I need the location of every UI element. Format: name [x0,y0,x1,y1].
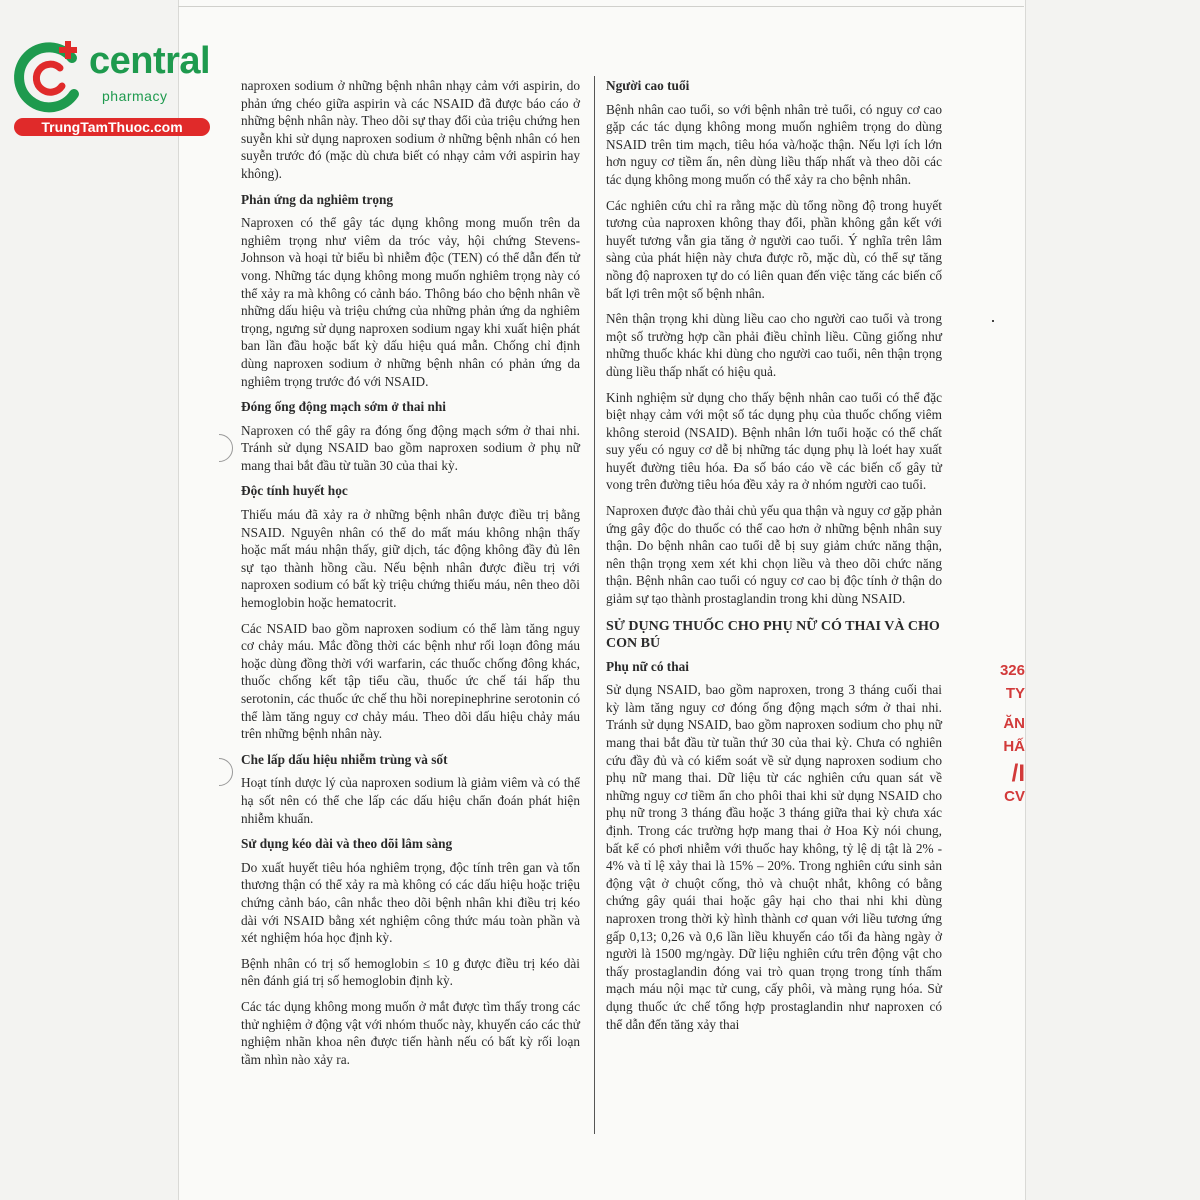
column-divider [594,76,595,1134]
body-paragraph: Các NSAID bao gồm naproxen sodium có thể làm tăng nguy cơ chảy máu. Mắc đồng thời các bệnh như rối loạn đông máu hoặc dùng đồng thời với warfarin, các thuốc chống đông khác, thuốc chống kết tập tiểu cầu, thuốc ức chế tái hấp thu serotonin, các thuốc ức chế thu hồi norepinephrine serotonin có thể làm tăng nguy cơ chảy máu. Theo dõi dấu hiệu chảy máu trên những bệnh nhân này. [241,620,580,742]
section-heading: Phụ nữ có thai [606,658,689,674]
stamp-fragment: HẤ [1003,738,1025,755]
stamp-fragment: TY [1005,685,1025,702]
body-paragraph: Sử dụng NSAID, bao gồm naproxen, trong 3 tháng cuối thai kỳ làm tăng nguy cơ đóng ống động mạch sớm ở thai nhi. Tránh sử dụng NSAID, bao gồm naproxen sodium cho phụ nữ mang thai bắt đầu từ tuần thứ 30 của thai kỳ. Chưa có nghiên cứu đầy đủ và có kiểm soát về sử dụng naproxen sodium cho phụ nữ mang thai. Dữ liệu từ các nghiên cứu quan sát về những nguy cơ tiềm ẩn cho phôi thai khi sử dụng NSAID cho phụ nữ trong 3 tháng đầu hoặc 3 tháng giữa thai kỳ chưa xác định. Trong các trường hợp mang thai ở Hoa Kỳ nói chung, bất kể có phơi nhiễm với thuốc hay không, tỷ lệ dị tật là 2% - 4% và tỉ lệ xảy thai là 15% – 20%. Trong nghiên cứu sinh sản động vật ở chuột cống, thỏ và chuột nhắt, không có bằng chứng gây quái thai hoặc gây hại cho thai nhi khi dùng naproxen trong thời kỳ hình thành cơ quan với liều tương ứng gấp 0,13; 0,26 và 0,6 lần liều khuyến cáo tối đa hàng ngày ở người là 1500 mg/ngày. Dữ liệu nghiên cứu trên động vật cho thấy prostaglandin đóng vai trò quan trọng trong tính thấm mạch máu nội mạc tử cung, cấy phôi, và màng rụng hóa. Sử dụng thuốc ức chế tổng hợp prostaglandin như naproxen có thể dẫn đến tăng xảy thai [606,682,942,1032]
major-section-heading: SỬ DỤNG THUỐC CHO PHỤ NỮ CÓ THAI VÀ CHO CON BÚ [606,618,940,651]
body-paragraph: Do xuất huyết tiêu hóa nghiêm trọng, độc tính trên gan và tổn thương thận có thể xảy ra mà không có các dấu hiệu hoặc triệu chứng cảnh báo, cân nhắc theo dõi bệnh nhân khi điều trị kéo dài với NSAID bằng xét nghiệm công thức máu toàn phần và xét nghiệm hóa học định kỳ. [241,859,580,946]
body-paragraph: Naproxen được đào thải chủ yếu qua thận và nguy cơ gặp phản ứng gây độc do thuốc có thể cao hơn ở những bệnh nhân suy thận. Do bệnh nhân cao tuổi dễ bị suy giảm chức năng thận, nên thận trọng xem xét khi chọn liều và theo dõi chức năng thận. Bệnh nhân cao tuổi có nguy cơ cao bị độc tính ở thận do giảm sự tạo thành prostaglandin trong khi dùng NSAID. [606,503,942,607]
body-paragraph: Kinh nghiệm sử dụng cho thấy bệnh nhân cao tuổi có thể đặc biệt nhạy cảm với một số tác dụng phụ của thuốc chống viêm không steroid (NSAID). Bệnh nhân lớn tuổi hoặc có thể chất suy yếu có nguy cơ dễ bị những tác dụng phụ là loét hay xuất huyết đường tiêu hóa. Đa số báo cáo về các biến cố gây tử vong trên đường tiêu hóa đều xảy ra ở nhóm người cao tuổi. [606,389,942,493]
section-heading: Sử dụng kéo dài và theo dõi lâm sàng [241,836,453,852]
body-paragraph: Naproxen có thể gây ra đóng ống động mạch sớm ở thai nhi. Tránh sử dụng NSAID bao gồm naproxen sodium ở phụ nữ mang thai bắt đầu từ tuần 30 của thai kỳ. [241,422,580,473]
body-paragraph: Các nghiên cứu chỉ ra rằng mặc dù tổng nồng độ trong huyết tương của naproxen không thay đổi, phần không gắn kết với huyết tương vẫn gia tăng ở người cao tuổi. Ý nghĩa trên lâm sàng của phát hiện này chưa được rõ, mặc dù, có thể sự tăng nồng độ naproxen tự do có liên quan đến việc tăng các biến cố bất lợi trên một số bệnh nhân. [606,197,942,301]
logo-sub-text: pharmacy [102,88,168,104]
body-paragraph: Nên thận trọng khi dùng liều cao cho người cao tuổi và trong một số trường hợp cần phải điều chỉnh liều. Cũng giống như những thuốc khác khi dùng cho người cao tuổi, nên thận trọng dùng liều thấp nhất có hiệu quả. [606,311,942,379]
body-paragraph: Bệnh nhân cao tuổi, so với bệnh nhân trẻ tuổi, có nguy cơ cao gặp các tác dụng không mong muốn nghiêm trọng do dùng NSAID trên tim mạch, tiêu hóa và/hoặc thận. Nếu lợi ích lớn hơn nguy cơ tiềm ẩn, nên dùng liều thấp nhất và theo dõi các tác dụng không mong muốn có thể xảy ra cho bệnh nhân. [606,101,942,187]
section-heading: Độc tính huyết học [241,483,348,499]
left-text-column [241,77,580,1076]
section-heading: Che lấp dấu hiệu nhiễm trùng và sốt [241,751,448,767]
body-paragraph: Naproxen có thể gây tác dụng không mong muốn trên da nghiêm trọng như viêm da tróc vảy, hội chứng Stevens-Johnson và hoại tử biểu bì nhiễm độc (TEN) có thể dẫn đến tử vong. Những tác dụng không mong muốn nghiêm trọng này có thể xảy ra mà không có cảnh báo. Thông báo cho bệnh nhân về những dấu hiệu và triệu chứng của những phản ứng da nghiêm trọng, ngưng sử dụng naproxen sodium ngay khi xuất hiện phát ban lần đầu hoặc bất kỳ dấu hiệu quá mẫn. Chống chỉ định dùng naproxen sodium ở những bệnh nhân có phản ứng da nghiêm trọng trước đó với NSAID. [241,215,580,389]
page-edge [178,6,1024,7]
stamp-fragment: ĂN [1003,715,1025,732]
red-company-stamp [985,660,1025,810]
speck [992,320,994,322]
central-pharmacy-logo[interactable] [12,38,217,138]
body-paragraph: Thiếu máu đã xảy ra ở những bệnh nhân được điều trị bằng NSAID. Nguyên nhân có thể do mất máu không nhận thấy hoặc mất máu nhận thấy, giữ dịch, tác động không đầy đủ lên sự tạo thành hồng cầu. Nếu bệnh nhân được điều trị với naproxen sodium có bất kỳ triệu chứng thiếu máu, nên theo dõi hemoglobin hoặc hematocrit. [241,507,580,611]
right-text-column [606,77,942,1041]
stamp-fragment: 326 [999,662,1025,679]
section-heading: Người cao tuổi [606,78,690,93]
stamp-fragment: CV [1004,788,1025,805]
pharmacy-logo-icon [12,38,90,116]
body-paragraph: Bệnh nhân có trị số hemoglobin ≤ 10 g được điều trị kéo dài nên đánh giá trị số hemoglobin định kỳ. [241,955,580,989]
body-paragraph: naproxen sodium ở những bệnh nhân nhạy cảm với aspirin, do phản ứng chéo giữa aspirin và các NSAID đã được báo cáo ở những bệnh nhân này. Theo dõi sự thay đổi của triệu chứng hen suyễn khi sử dụng naproxen sodium ở những bệnh nhân có hen suyễn trước đó (mặc dù chưa biết có nhạy cảm với aspirin hay không). [241,78,580,181]
logo-site-banner: TrungTamThuoc.com [14,118,210,136]
logo-brand-text: central [89,40,211,82]
stamp-fragment: /I [1011,760,1025,787]
body-paragraph: Các tác dụng không mong muốn ở mắt được tìm thấy trong các thử nghiệm ở động vật với nhóm thuốc này, khuyến cáo các thử nghiệm nhãn khoa nên được tiến hành nếu có bất kỳ rối loạn tầm nhìn nào xảy ra. [241,998,580,1067]
body-paragraph: Hoạt tính dược lý của naproxen sodium là giảm viêm và có thể hạ sốt nên có thể che lấp các dấu hiệu chẩn đoán phát hiện nhiễm khuẩn. [241,775,580,826]
section-heading: Phản ứng da nghiêm trọng [241,191,394,207]
section-heading: Đóng ống động mạch sớm ở thai nhi [241,399,446,415]
